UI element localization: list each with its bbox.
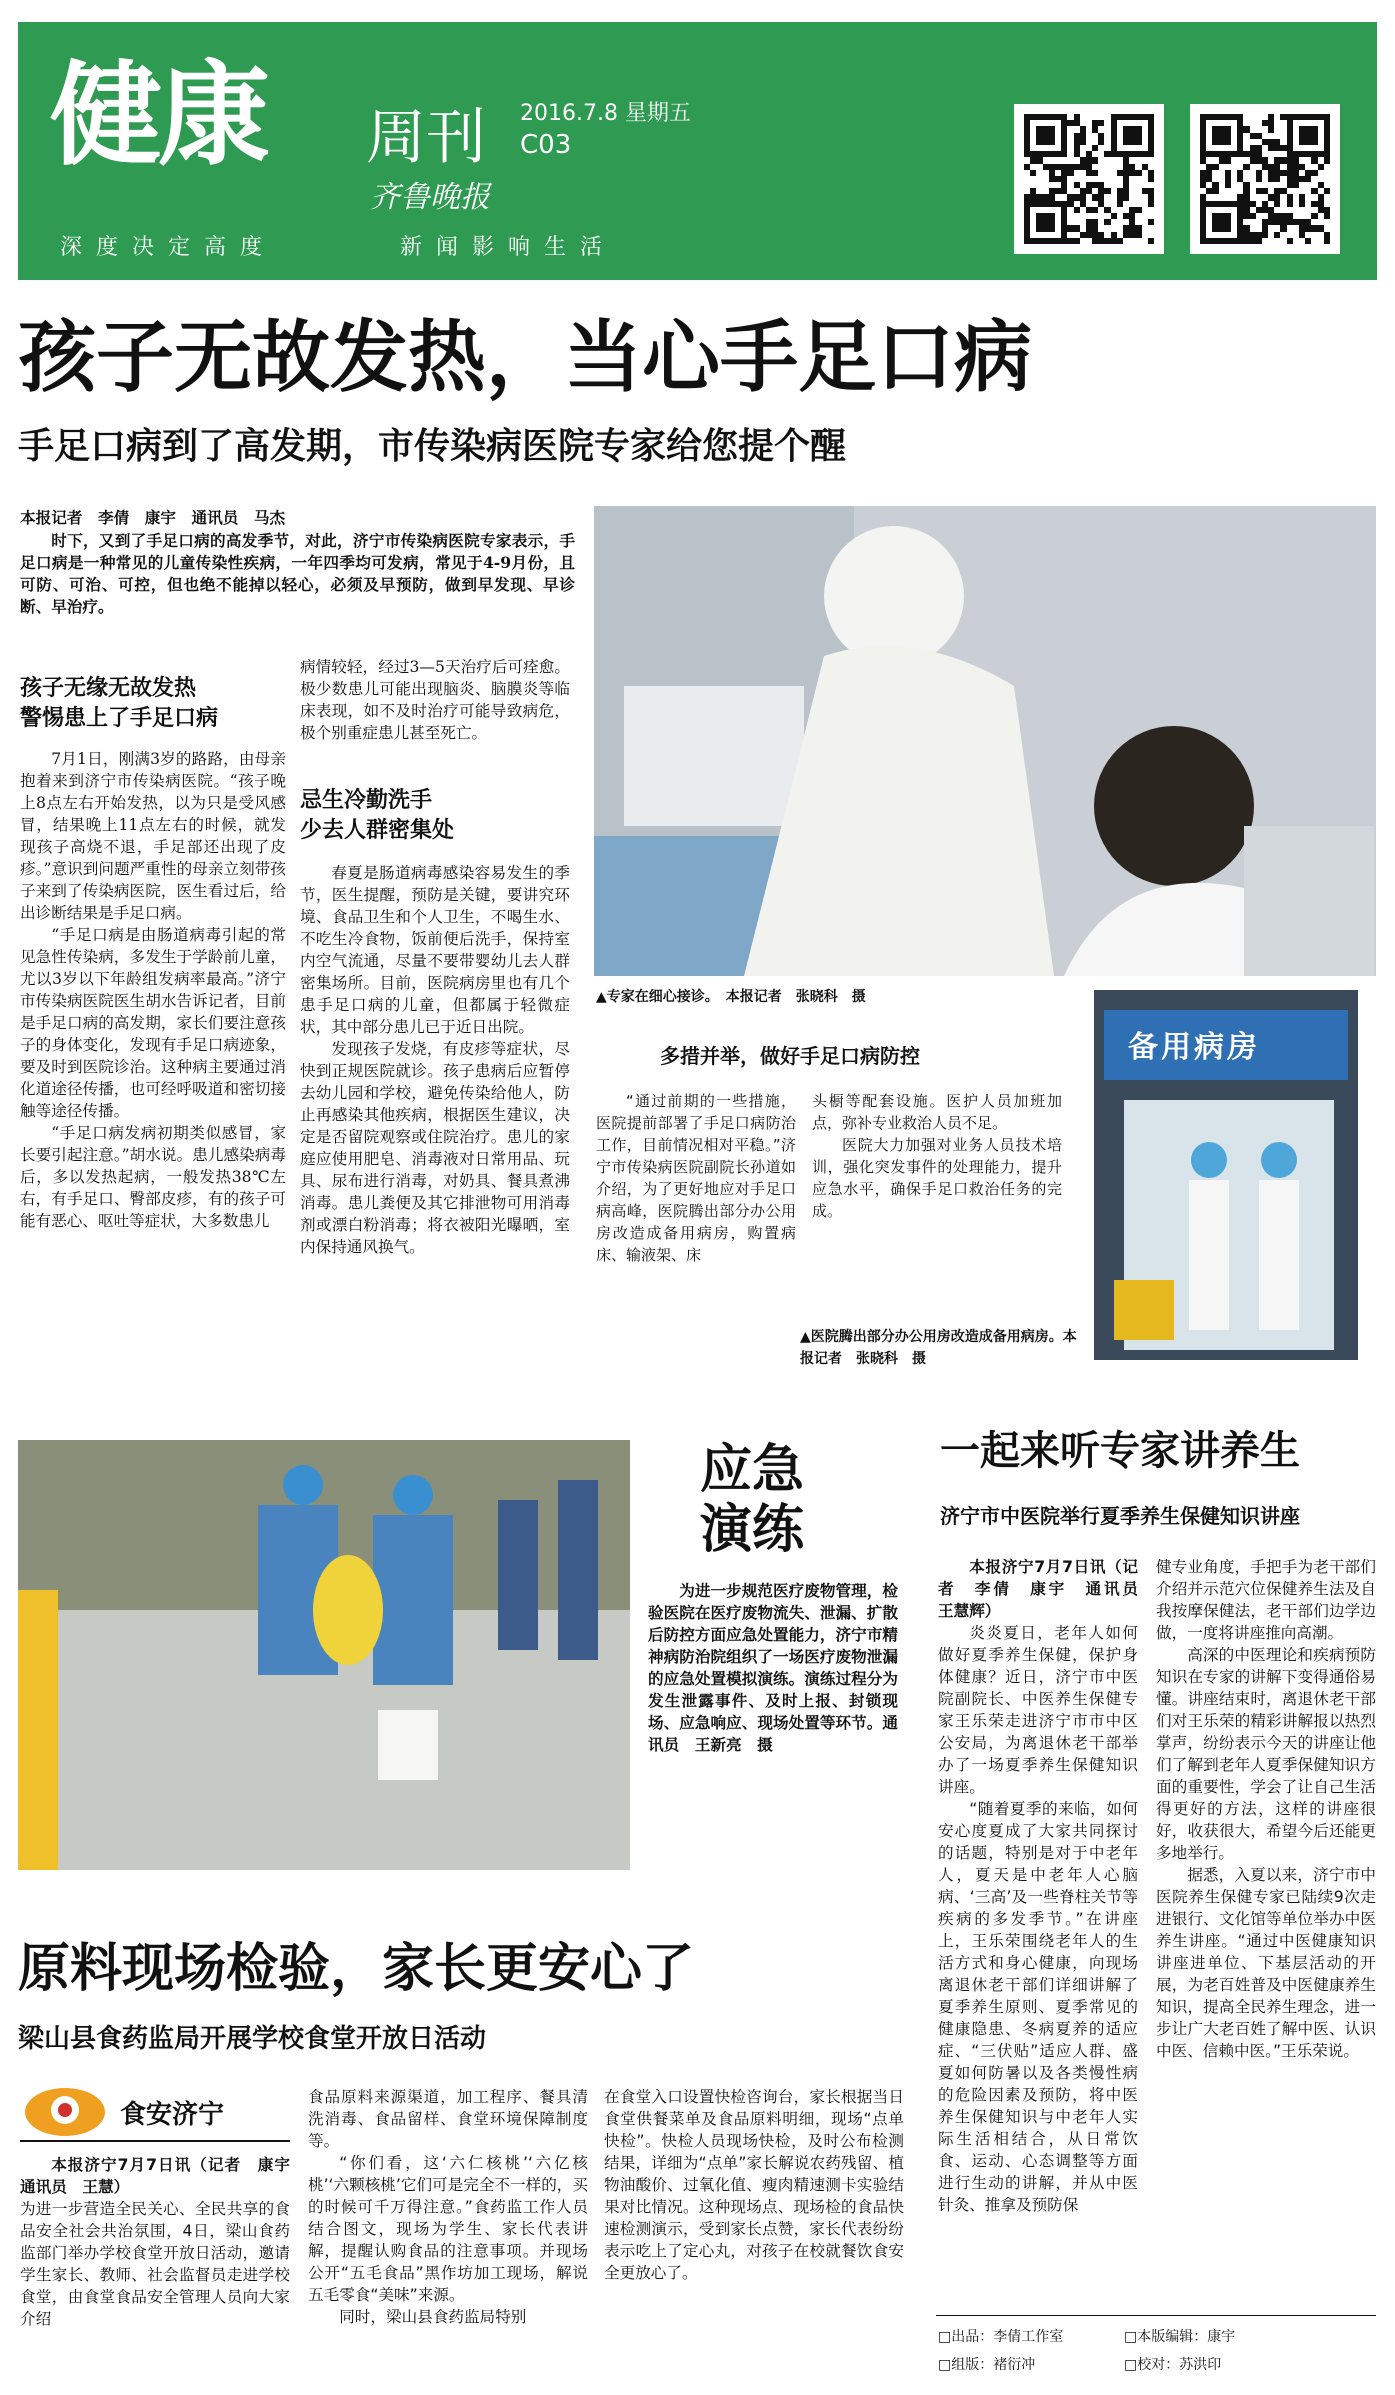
masthead-paper-logo: 齐鲁晚报: [370, 180, 490, 215]
lead-intro: 时下，又到了手足口病的高发季节，对此，济宁市传染病医院专家表示，手足口病是一种常见的儿童传染性疾病，一年四季均可发病，常见于4-9月份，且可防、可治、可控，但也绝不能掉以轻心，必须及早预防，做到早发现、早诊断、早治疗。: [20, 531, 575, 616]
doctor-exam-photo: [594, 506, 1376, 976]
footer-editor: □本版编辑：康宇: [1124, 2329, 1236, 2345]
lead-subheadline: 手足口病到了高发期，市传染病医院专家给您提个醒: [18, 426, 847, 467]
food-col3: 在食堂入口设置快检咨询台，家长根据当日食堂供餐菜单及食品原料明细，现场“点单快检”。快检人员现场快检，及时公布检测结果，详细为“点单”家长解说农药残留、植物油酸价、过氧化值、瘦肉精速测卡实验结果对比情况。这种现场点、现场检的食品快速检测演示，受到家长点赞，家长代表纷纷表示吃上了定心丸，对孩子在校就餐饮食安全更放心了。: [604, 2088, 904, 2282]
masthead-page-number: C03: [520, 130, 572, 160]
lecture-subheadline: 济宁市中医院举行夏季养生保健知识讲座: [940, 1504, 1300, 1528]
section-title: 多措并举，做好手足口病防控: [660, 1044, 920, 1068]
lecture-headline: 一起来听专家讲养生: [940, 1428, 1300, 1474]
qr-code-icon: [1190, 104, 1340, 254]
masthead-title: 健康: [50, 51, 266, 181]
photo-caption: ▲医院腾出部分办公用房改造成备用病房。本报记者 张晓科 摄: [800, 1329, 1077, 1367]
drill-photo: [18, 1440, 630, 1870]
masthead-slogan-right: 新闻影响生活: [400, 235, 617, 260]
ward-sign: 备用病房: [1128, 1030, 1260, 1065]
drill-title: 应急 演练: [700, 1440, 805, 1560]
footer-proofreader: □校对：苏洪印: [1124, 2357, 1222, 2373]
drill-text: 为进一步规范医疗废物管理，检验医院在医疗废物流失、泄漏、扩散后防控方面应急处置能力，济宁市精神病防治院组织了一场医疗废物泄漏的应急处置模拟演练。演练过程分为发生泄露事件、及时上报、封锁现场、应急响应、现场处置等环节。通讯员 王新亮 摄: [648, 1582, 898, 1754]
food-safety-logo: [20, 2080, 290, 2142]
footer-layout: □组版：褚衍冲: [938, 2357, 1036, 2373]
photo-caption: ▲专家在细心接诊。 本报记者 张晓科 摄: [596, 989, 866, 1005]
food-subheadline: 梁山县食药监局开展学校食堂开放日活动: [18, 2024, 487, 2054]
lead-col2-top: 病情较轻，经过3—5天治疗后可痊愈。极少数患儿可能出现脑炎、脑膜炎等临床表现，如不及时治疗可能导致病危，极个别重症患儿甚至死亡。: [300, 658, 570, 742]
qr-code-icon: [1014, 104, 1164, 254]
lead-col3: “通过前期的一些措施，医院提前部署了手足口病防治工作，目前情况相对平稳。”济宁市传染病医院副院长孙道如介绍，为了更好地应对手足口病高峰，医院腾出部分办公用房改造成备用病房，购置病床、输液架、床: [596, 1092, 796, 1264]
section-title: 忌生冷勤洗手 少去人群密集处: [300, 788, 455, 843]
masthead-date: 2016.7.8 星期五: [520, 101, 691, 126]
lecture-col1: 本报济宁7月7日讯（记者 李倩 康宇 通讯员 王慧辉） 炎炎夏日，老年人如何做好夏季养生保健，保护身体健康？近日，济宁市中医院副院长、中医养生保健专家王乐荣走进济宁市市中区公安局，为离退休老干部举办了一场夏季养生保健知识讲座。 “随着夏季的来临，如何安心度夏成了大家共同探讨的话题，特别是对于中老年人，夏天是中老年人心脑病、‘三高’及一些脊柱关节等疾病的多发季节。”在讲座上，王乐荣围绕老年人的生活方式和身心健康，向现场离退休老干部们详细讲解了夏季养生原则、夏季常见的健康隐患、冬病夏养的适应症、“三伏贴”适应人群、盛夏如何防暑以及各类慢性病的危险因素及预防，将中医养生保健知识与中老年人实际生活相结合，从日常饮食、运动、心态调整等方面进行生动的讲解，并从中医针灸、推拿及预防保: [938, 1558, 1154, 2214]
food-col2: 食品原料来源渠道，加工程序、餐具清洗消毒、食品留样、食堂环境保障制度等。 “你们看，这‘六仁核桃’‘六亿核桃’‘六颗核桃’它们可是完全不一样的，买的时候可千万得注意。”食药监工作人员结合图文，现场为学生、家长代表讲解，提醒认购食品的注意事项。并现场公开“五毛食品”黑作坊加工现场，解说五毛零食“美味”来源。 同时，梁山县食药监局特别: [308, 2088, 588, 2326]
lead-col1: 7月1日，刚满3岁的路路，由母亲抱着来到济宁市传染病医院。“孩子晚上8点左右开始发热，以为只是受风感冒，结果晚上11点左右的时候，就发现孩子高烧不退，手足部还出现了皮疹。”意识到问题严重性的母亲立刻带孩子来到了传染病医院，医生看过后，给出诊断结果是手足口病。 “手足口病是由肠道病毒引起的常见急性传染病，多发生于学龄前儿童，尤以3岁以下年龄组发病率最高。”济宁市传染病医院医生胡水告诉记者，目前是手足口病的高发期，家长们要注意孩子的身体变化，发现有手足口病迹象，要及时到医院诊治。这种病主要通过消化道途径传播，也可经呼吸道和密切接触等途径传播。 “手足口病发病初期类似感冒，家长要引起注意。”胡水说。患儿感染病毒后，多以发热起病，一般发热38℃左右，有手足口、臀部皮疹，有的孩子可能有恶心、呕吐等症状，大多数患儿: [20, 750, 286, 1230]
footer-producer: □出品：李倩工作室: [938, 2329, 1064, 2345]
food-headline: 原料现场检验，家长更安心了: [18, 1939, 695, 1999]
food-logo-text: 食安济宁: [120, 2100, 225, 2130]
lead-col4: 头橱等配套设施。医护人员加班加点，弥补专业救治人员不足。 医院大力加强对业务人员技术培训，强化突发事件的处理能力，提升应急水平，确保手足口救治任务的完成。: [812, 1092, 1062, 1220]
lead-byline: 本报记者 李倩 康宇 通讯员 马杰: [20, 509, 286, 527]
lead-col2: 春夏是肠道病毒感染容易发生的季节，医生提醒，预防是关键，要讲究环境、食品卫生和个人卫生，不喝生水、不吃生冷食物，饭前便后洗手，保持室内空气流通，尽量不要带婴幼儿去人群密集场所。目前，医院病房里也有几个患手足口病的儿童，但都属于轻微症状，其中部分患儿已于近日出院。 发现孩子发烧，有皮疹等症状，尽快到正规医院就诊。孩子患病后应暂停去幼儿园和学校，避免传染给他人，防止再感染其他疾病，根据医生建议，决定是否留院观察或住院治疗。患儿的家庭应使用肥皂、消毒液对日常用品、玩具、尿布进行消毒，对奶具、餐具煮沸消毒。患儿粪便及其它排泄物可用消毒剂或漂白粉消毒；将衣被阳光曝晒，室内保持通风换气。: [300, 864, 570, 1256]
lecture-col2: 健专业角度，手把手为老干部们介绍并示范穴位保健养生法及自我按摩保健法，老干部们边学边做，一度将讲座推向高潮。 高深的中医理论和疾病预防知识在专家的讲解下变得通俗易懂。讲座结束时，离退休老干部们对王乐荣的精彩讲解报以热烈掌声，纷纷表示今天的讲座让他们了解到老年人夏季保健知识方面的重要性，学会了让自己生活得更好的方法，这样的讲座很好，收获很大，希望今后还能更多地举行。 据悉，入夏以来，济宁市中医院养生保健专家已陆续9次走进银行、文化馆等单位举办中医养生讲座。“通过中医健康知识讲座进单位、下基层活动的开展，为老百姓普及中医健康养生知识，提高全民养生理念，进一步让广大老百姓了解中医、认识中医、信赖中医。”王乐荣说。: [1156, 1558, 1376, 2060]
masthead-weekly: 周刊: [366, 103, 486, 173]
footer-rule: [936, 2315, 1376, 2316]
lead-headline: 孩子无故发热，当心手足口病: [18, 313, 1033, 403]
section-title: 孩子无缘无故发热 警惕患上了手足口病: [20, 676, 219, 731]
food-col1: 本报济宁7月7日讯（记者 康宇 通讯员 王慧） 为进一步营造全民关心、全民共享的食品安全社会共治氛围，4日，梁山食药监部门举办学校食堂开放日活动，邀请学生家长、教师、社会监督员走进学校食堂，由食堂食品安全管理人员向大家介绍: [20, 2156, 306, 2328]
masthead-slogan-left: 深度决定高度: [60, 235, 277, 260]
